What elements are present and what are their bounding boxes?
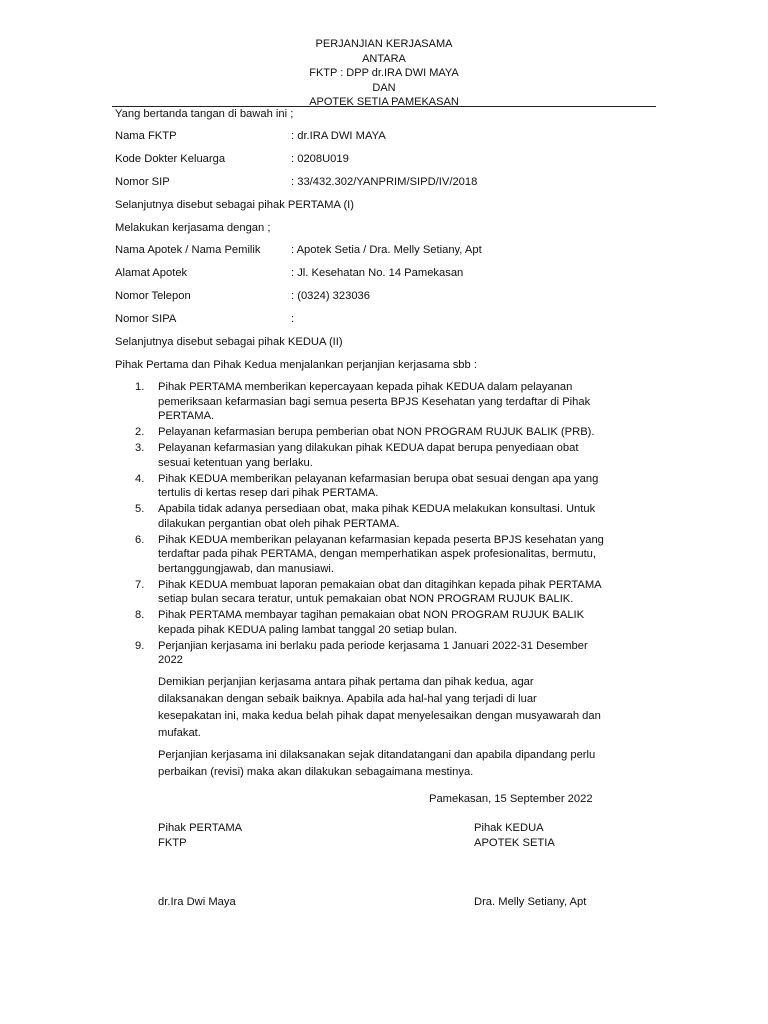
- agreement-item: [115, 441, 675, 470]
- field-nama-apotek: [115, 243, 482, 257]
- item-line: sesuai ketentuan yang berlaku.: [158, 456, 313, 469]
- item-number: 8.: [135, 609, 145, 621]
- closing-line: Perjanjian kerjasama ini dilaksanakan sejak ditandatangani dan apabila dipandang perlu: [158, 749, 596, 761]
- item-line: Pihak KEDUA memberikan pelayanan kefarmasian berupa obat sesuai dengan apa yang: [158, 472, 599, 485]
- field-nomor-sip: [115, 175, 477, 189]
- field-label: Nama Apotek / Nama Pemilik: [115, 244, 261, 256]
- item-line: Apabila tidak adanya persediaan obat, maka pihak KEDUA melakukan konsultasi. Untuk: [158, 503, 596, 515]
- second-party-designation: Selanjutnya disebut sebagai pihak KEDUA (II): [115, 336, 343, 348]
- item-number: 9.: [135, 639, 145, 652]
- item-line: bertanggungjawab, dan manusiawi.: [158, 562, 335, 575]
- document-title: [0, 37, 768, 110]
- field-alamat-apotek: [115, 266, 463, 280]
- item-line: Pelayanan kefarmasian yang dilakukan pihak KEDUA dapat berupa penyediaan obat: [158, 442, 579, 454]
- title-line: APOTEK SETIA PAMEKASAN: [309, 96, 459, 108]
- item-line: Perjanjian kerjasama ini berlaku pada periode kerjasama 1 Januari 2022-31 Desember: [158, 639, 588, 652]
- item-line: Pihak KEDUA memberikan pelayanan kefarmasian kepada peserta BPJS kesehatan yang: [158, 533, 604, 546]
- closing-line: mufakat.: [158, 727, 201, 739]
- title-line: DAN: [372, 81, 396, 94]
- item-line: Pihak PERTAMA membayar tagihan pemakaian obat NON PROGRAM RUJUK BALIK: [158, 609, 585, 621]
- first-party-designation: Selanjutnya disebut sebagai pihak PERTAMA (I): [115, 199, 355, 211]
- agreement-item: [115, 380, 675, 424]
- item-number: 5.: [135, 503, 145, 515]
- field-value: : dr.IRA DWI MAYA: [291, 130, 386, 142]
- agreement-item: [115, 425, 675, 440]
- signature-entity: APOTEK SETIA: [474, 837, 555, 849]
- field-kode-dokter: [115, 152, 349, 166]
- field-value: : Jl. Kesehatan No. 14 Pamekasan: [291, 267, 464, 279]
- agreement-item: [115, 502, 675, 531]
- first-party-signer-name: dr.Ira Dwi Maya: [158, 896, 236, 908]
- intro-line: Yang bertanda tangan di bawah ini ;: [115, 108, 294, 120]
- closing-line: perbaikan (revisi) maka akan dilakukan sebagaimana mestinya.: [158, 766, 474, 778]
- closing-paragraph-2: [158, 747, 658, 781]
- item-number: 4.: [135, 472, 145, 485]
- second-party-signer-name: Dra. Melly Setiany, Apt: [474, 896, 587, 908]
- closing-line: Demikian perjanjian kerjasama antara pihak pertama dan pihak kedua, agar: [158, 676, 534, 688]
- item-number: 3.: [135, 442, 145, 454]
- item-line: pemeriksaan kefarmasian bagi semua peserta BPJS Kesehatan yang terdaftar di Pihak: [158, 395, 591, 408]
- second-party-signature-block: [474, 821, 555, 851]
- agreement-item: [115, 608, 675, 637]
- title-line: ANTARA: [362, 52, 406, 65]
- agreement-intro: Pihak Pertama dan Pihak Kedua menjalankan perjanjian kerjasama sbb :: [115, 359, 477, 371]
- item-line: kepada pihak KEDUA paling lambat tanggal 20 setiap bulan.: [158, 623, 458, 636]
- closing-line: kesepakatan ini, maka kedua belah pihak dapat menyelesaikan dengan musyawarah dan: [158, 710, 601, 722]
- item-line: tertulis di kertas resep dari pihak PERTAMA.: [158, 487, 379, 499]
- item-line: Pihak PERTAMA memberikan kepercayaan kepada pihak KEDUA dalam pelayanan: [158, 381, 573, 393]
- field-nomor-telepon: [115, 289, 370, 303]
- item-number: 6.: [135, 533, 145, 546]
- field-nomor-sipa: [115, 312, 294, 326]
- field-value: : Apotek Setia / Dra. Melly Setiany, Apt: [291, 244, 482, 256]
- cooperation-line: Melakukan kerjasama dengan ;: [115, 222, 271, 234]
- field-label: Alamat Apotek: [115, 267, 188, 279]
- item-line: terdaftar pada pihak PERTAMA, dengan memperhatikan aspek profesionalitas, bermutu,: [158, 548, 597, 560]
- signature-role: Pihak PERTAMA: [158, 822, 243, 834]
- closing-line: dilaksanakan dengan sebaik baiknya. Apabila ada hal-hal yang terjadi di luar: [158, 693, 537, 705]
- item-number: 1.: [135, 381, 145, 393]
- field-value: : 33/432.302/YANPRIM/SIPD/IV/2018: [291, 176, 478, 188]
- item-number: 7.: [135, 578, 145, 591]
- field-label: Kode Dokter Keluarga: [115, 153, 226, 165]
- place-date: Pamekasan, 15 September 2022: [429, 793, 593, 805]
- first-party-signature-block: [158, 821, 242, 851]
- item-line: setiap bulan secara teratur, untuk pemakaian obat NON PROGRAM RUJUK BALIK.: [158, 593, 574, 605]
- item-line: Pelayanan kefarmasian berupa pemberian obat NON PROGRAM RUJUK BALIK (PRB).: [158, 426, 595, 438]
- agreement-item: [115, 639, 675, 668]
- agreement-item: [115, 578, 675, 607]
- field-value: : (0324) 323036: [291, 290, 370, 302]
- field-label: Nomor Telepon: [115, 290, 191, 302]
- item-number: 2.: [135, 426, 145, 438]
- signature-role: Pihak KEDUA: [474, 822, 544, 834]
- field-label: Nomor SIP: [115, 176, 170, 188]
- item-line: 2022: [158, 654, 183, 666]
- agreement-item: [115, 533, 675, 577]
- field-label: Nama FKTP: [115, 130, 177, 142]
- signature-entity: FKTP: [158, 837, 187, 849]
- field-value: :: [291, 313, 295, 325]
- field-value: : 0208U019: [291, 153, 349, 165]
- item-line: PERTAMA.: [158, 410, 215, 422]
- item-line: Pihak KEDUA membuat laporan pemakaian obat dan ditagihkan kepada pihak PERTAMA: [158, 578, 602, 591]
- title-line: FKTP : DPP dr.IRA DWI MAYA: [309, 67, 459, 79]
- title-line: PERJANJIAN KERJASAMA: [315, 38, 453, 50]
- item-line: dilakukan pergantian obat oleh pihak PERTAMA.: [158, 517, 400, 530]
- closing-paragraph-1: [158, 674, 658, 742]
- field-nama-fktp: [115, 129, 386, 143]
- agreement-items: [115, 380, 675, 669]
- agreement-item: [115, 472, 675, 501]
- field-label: Nomor SIPA: [115, 313, 177, 325]
